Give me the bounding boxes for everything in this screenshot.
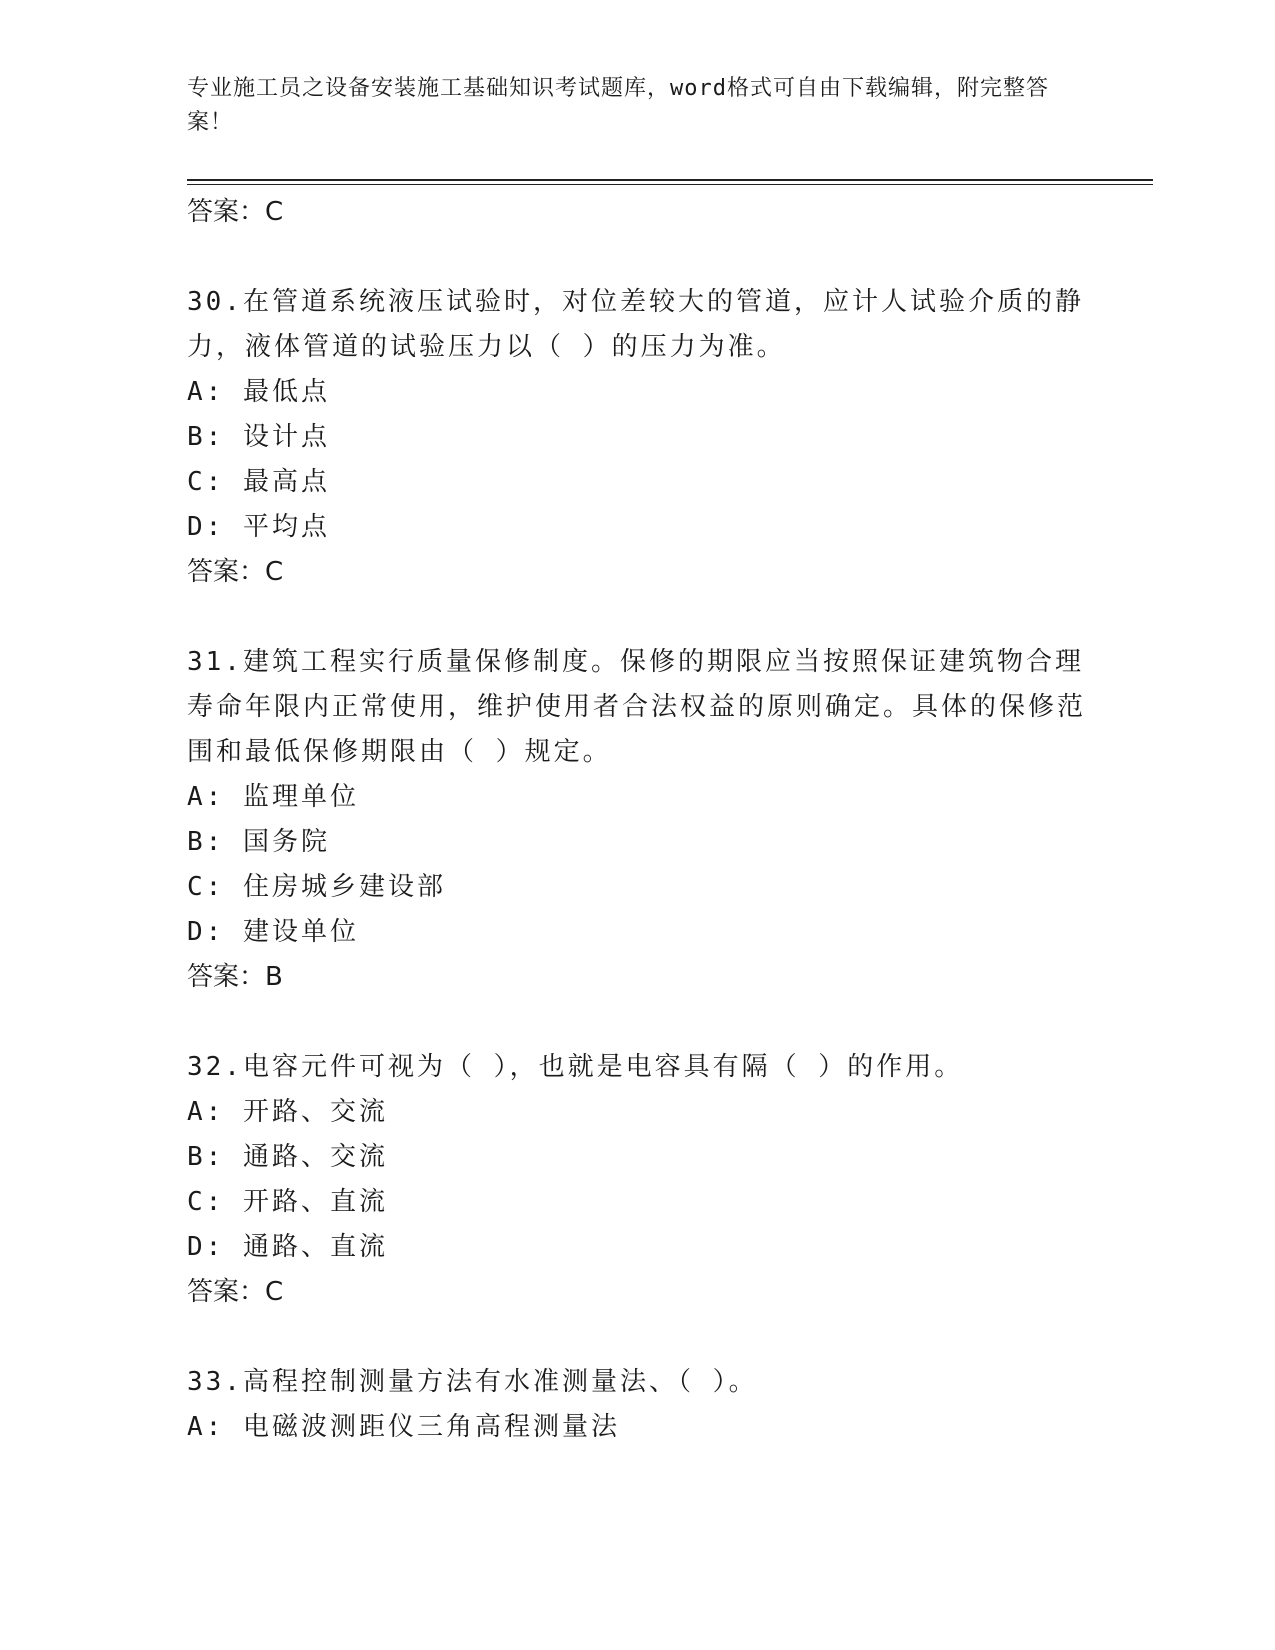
question-stem: 30.在管道系统液压试验时，对位差较大的管道，应计人试验介质的静力，液体管道的试验压力以（ ）的压力为准。 [187, 287, 1084, 362]
option-c: C: 最高点 [187, 467, 330, 497]
option-c: C: 住房城乡建设部 [187, 872, 446, 902]
option-a: A: 最低点 [187, 377, 330, 407]
option-c: C: 开路、直流 [187, 1187, 388, 1217]
header-rule [187, 179, 1153, 181]
answer-line: 答案：C [187, 197, 284, 227]
question-stem: 33.高程控制测量方法有水准测量法、（ ）。 [187, 1367, 758, 1397]
answer-line: 答案：C [187, 1277, 284, 1307]
option-b: B: 设计点 [187, 422, 330, 452]
option-d: D: 平均点 [187, 512, 330, 542]
question-stem: 31.建筑工程实行质量保修制度。保修的期限应当按照保证建筑物合理寿命年限内正常使用，维护使用者合法权益的原则确定。具体的保修范围和最低保修期限由（ ）规定。 [187, 647, 1087, 767]
option-b: B: 国务院 [187, 827, 330, 857]
question-31 [187, 640, 1087, 999]
question-33 [187, 1360, 1087, 1450]
option-d: D: 建设单位 [187, 917, 359, 947]
question-list [187, 190, 1087, 1450]
option-d: D: 通路、直流 [187, 1232, 388, 1262]
option-a: A: 电磁波测距仪三角高程测量法 [187, 1412, 620, 1442]
header-rule-thin [187, 184, 1153, 185]
option-a: A: 监理单位 [187, 782, 359, 812]
option-a: A: 开路、交流 [187, 1097, 388, 1127]
question-30 [187, 280, 1087, 594]
document-header: 专业施工员之设备安装施工基础知识考试题库，word格式可自由下载编辑，附完整答案！ [187, 76, 1049, 135]
question-32 [187, 1045, 1087, 1314]
option-b: B: 通路、交流 [187, 1142, 388, 1172]
question-stem: 32.电容元件可视为（ ），也就是电容具有隔（ ）的作用。 [187, 1052, 964, 1082]
answer-line: 答案：B [187, 962, 283, 992]
answer-line: 答案：C [187, 557, 284, 587]
